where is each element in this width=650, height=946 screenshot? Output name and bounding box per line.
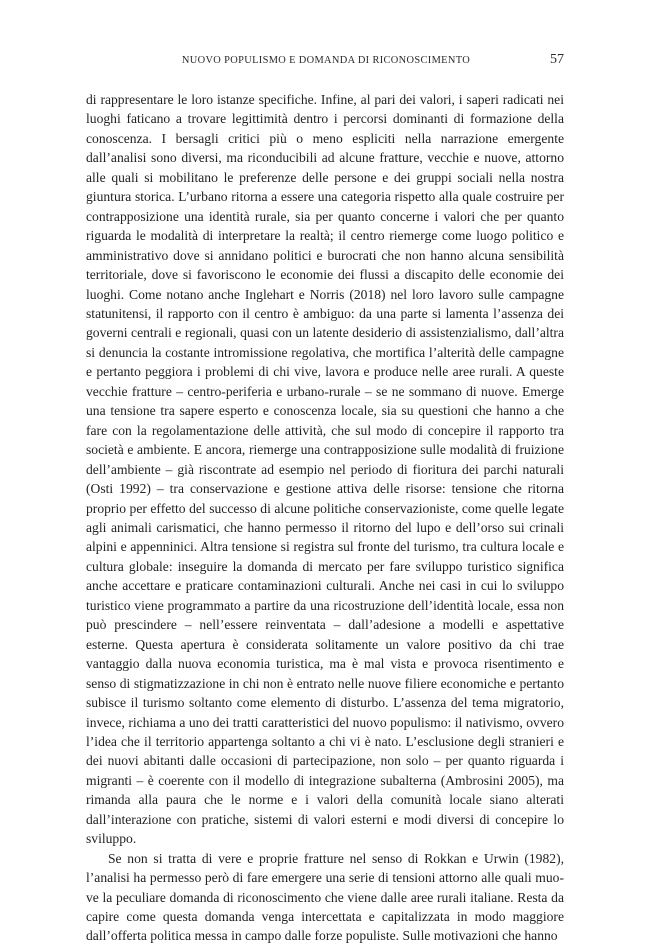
page-number: 57 [550,52,564,67]
paragraph-2: Se non si tratta di vere e proprie fratture nel senso di Rokkan e Urwin (1982), l’analisi ha permesso però di fare emergere una serie di tensioni attorno alle quali muove la peculiare domanda di riconoscimento che viene dalle aree rurali italiane. Resta da capire come questa domanda venga intercettata e capitalizzata in modo maggiore dall’offerta politica messa in campo dalle forze populiste. Sulle motivazioni che hanno [86,850,564,944]
body-text [86,90,564,946]
running-head: NUOVO POPULISMO E DOMANDA DI RICONOSCIMENTO [181,55,471,66]
paragraph-1: di rappresentare le loro istanze specifiche. Infine, al pari dei valori, i saperi radicati nei luoghi faticano a trovare legittimità dentro i percorsi dominanti di formazione della conoscenza. I bersagli critici più o meno espliciti nella narrazione emergente dall’analisi sono diversi, ma riconducibili ad alcune fratture, vecchie e nuove, attorno alle quali si mobilitano le preferenze delle persone e dei gruppi sociali nella nostra giuntura storica. L’urbano ritorna a essere una categoria rispetto alla quale costruire per contrapposizione una identità rurale, sia per quanto concerne i valori che per quanto riguarda le modalità di interpretare la realtà; il centro riemerge come luogo politico e amministrativo dove si annidano politici e burocrati che non hanno alcuna sensibilità territoriale, dove si favoriscono le economie dei flussi a discapito delle economie dei luoghi. Come notano anche Inglehart e Norris (2018) nel loro lavoro sulle campagne statunitensi, il rapporto con il centro è ambiguo: da una parte si lamenta l’assenza dei governi centrali e regionali, quasi con un latente desiderio di assistenzialismo, dall’altra si denuncia la costante intromissione regolativa, che mortifica l’alterità delle campagne e pertanto peggiora i problemi di chi vive, lavora e produce nelle aree rurali. A queste vecchie fratture – centro-periferia e urbano-rurale – se ne sommano di nuove. Emerge una tensione tra sapere esperto e conoscenza locale, sia su questioni che hanno a che fare con la regolamentazione delle attività, che sul modo di concepire il rapporto tra società e ambiente. E ancora, riemerge una contrapposizione sulle modalità di fruizione dell’ambiente – già riscontrate ad esempio nel periodo di fioritura dei parchi naturali (Osti 1992) – tra conservazione e gestione attiva delle risorse: tensione che ritorna proprio per effetto del successo di alcune politiche conservazioniste, come quelle legate agli animali carismatici, che hanno permesso il ritorno del lupo e dell’orso sui crinali alpini e appenninici. Altra tensione si registra sul fronte del turismo, tra cultura locale e cultura globale: inseguire la domanda di mercato per fare sviluppo turistico significa anche accettare e praticare contaminazioni culturali. Anche nei casi in cui lo sviluppo turistico viene programmato a partire da una ricostruzione dell’identità locale, essa non può prescindere – nell’essere reinventata – dall’adesione a modelli e aspettative esterne. Questa apertura è considerata solitamente un valore positivo da chi trae vantaggio dalla nuova economia turistica, ma è mal vista e provoca risentimento e senso di stigmatizzazione in chi non è entrato nelle nuove filiere economiche e pertanto subisce il turismo soltanto come elemento di disturbo. L’assenza del tema migratorio, invece, richiama a uno dei tratti caratteristici del nuovo populismo: il nativismo, ovvero l’idea che il territorio appartenga soltanto a chi vi è nato. L’esclusione degli stranieri e dei nuovi abitanti dalle occasioni di partecipazione, non solo – per quanto riguarda i migranti – è coerente con il modello di integrazione subalterna (Ambrosini 2005), ma rimanda alla paura che le norme e i valori della comunità locale siano alterati dall’interazione con pratiche, sistemi di valori esterni e modi diversi di concepire lo sviluppo. [86,92,564,847]
